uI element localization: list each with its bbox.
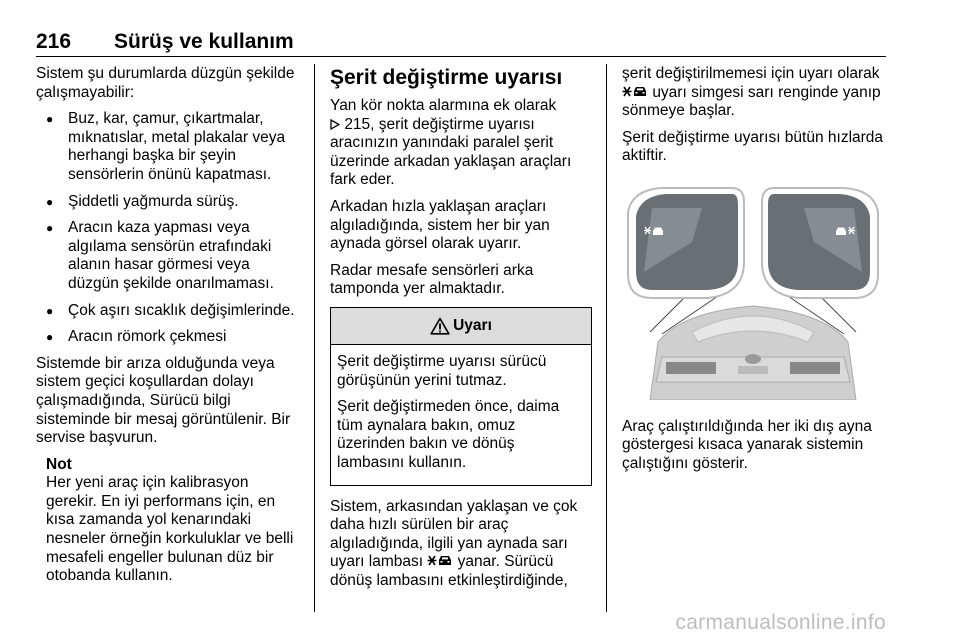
page-ref-arrow-icon [330, 119, 340, 130]
paragraph-part: Sistem, arkasından yaklaşan ve çok daha hızlı sürülen bir araç algıladığında, ilgili yan aynada sarı uyarı lambası [330, 497, 578, 571]
intro-paragraph: Sistem şu durumlarda düzgün şekilde çalışmayabilir: [36, 65, 295, 101]
paragraph-part: 215, şerit değiştirme uyarısı aracınızın yanındaki paralel şerit üzerinde arkadan yaklaşan araçları fark eder. [330, 115, 572, 189]
mirror-indicator-illustration [622, 182, 884, 400]
conditions-list [36, 110, 302, 347]
column-divider [314, 64, 315, 612]
column-right [622, 65, 890, 481]
list-item: ● Şiddetli yağmurda sürüş. [36, 193, 302, 212]
paragraph-part: şerit değiştirilmemesi için uyarı olarak [622, 65, 880, 82]
paragraph-part: uyarı simgesi sarı renginde yanıp sönmeye başlar. [622, 83, 881, 120]
blind-spot-car-icon [427, 554, 453, 567]
list-item: ● Aracın römork çekmesi [36, 328, 302, 347]
watermark: carmanualsonline.info [675, 611, 886, 634]
column-left [36, 65, 302, 586]
fault-paragraph: Sistemde bir arıza olduğunda veya sistem geçici koşullardan dolayı çalışmadığında, Sürücü bilgi sisteminde bir mesaj görüntülenir. Bir servise başvurun. [36, 354, 291, 447]
paragraph [622, 65, 890, 121]
paragraph-part: yanar. Sürücü dönüş lambasını etkinleştirdiğinde, [330, 553, 568, 589]
note-block [36, 456, 302, 586]
paragraph [330, 97, 592, 190]
column-middle [330, 65, 592, 598]
paragraph: Şerit değiştirme uyarısı bütün hızlarda aktiftir. [622, 128, 884, 165]
paragraph [330, 498, 592, 591]
warning-title: Uyarı [453, 316, 492, 334]
warning-body [331, 345, 591, 485]
figure-caption: Araç çalıştırıldığında her iki dış ayna göstergesi kısaca yanarak sistemin çalıştığını gösterir. [622, 417, 872, 472]
blind-spot-car-icon [622, 85, 648, 98]
warning-text: Şerit değiştirmeden önce, daima tüm aynalara bakın, omuz üzerinden bakın ve dönüş lambasını kullanın. [337, 398, 560, 471]
list-item: ● Buz, kar, çamur, çıkartmalar, mıknatıslar, metal plakalar veya herhangi başka bir şeyin sensörlerin önünü kapatması. [36, 110, 302, 184]
list-item: ● Aracın kaza yapması veya algılama sensörün etrafındaki alanın hasar görmesi veya düzgün şekilde onarılmaması. [36, 219, 302, 293]
paragraph: Radar mesafe sensörleri arka tamponda yer almaktadır. [330, 261, 534, 298]
list-item: ● Çok aşırı sıcaklık değişimlerinde. [36, 302, 302, 321]
warning-triangle-icon [430, 317, 450, 335]
warning-box [330, 307, 592, 486]
page-header [36, 30, 886, 57]
note-title: Not [46, 455, 72, 473]
paragraph-part: Yan kör nokta alarmına ek olarak [330, 97, 557, 114]
warning-text: Şerit değiştirme uyarısı sürücü görüşünün yerini tutmaz. [337, 352, 547, 389]
paragraph: Arkadan hızla yaklaşan araçları algıladığında, sistem her bir yan aynada görsel olarak uyarır. [330, 197, 550, 253]
section-heading: Şerit değiştirme uyarısı [330, 66, 563, 89]
warning-header [331, 308, 591, 345]
right-mirror-illustration [762, 188, 878, 298]
page-number: 216 [36, 30, 72, 53]
note-text: Her yeni araç için kalibrasyon gerekir. En iyi performans için, en kısa zamanda yol kenarındaki nesneler örneğin korkuluklar ve belli mesafeli engeller bulunan düz bir otobanda kullanın. [46, 474, 294, 585]
section-title: Sürüş ve kullanım [114, 30, 294, 53]
column-divider [606, 64, 607, 612]
left-mirror-illustration [628, 188, 744, 298]
